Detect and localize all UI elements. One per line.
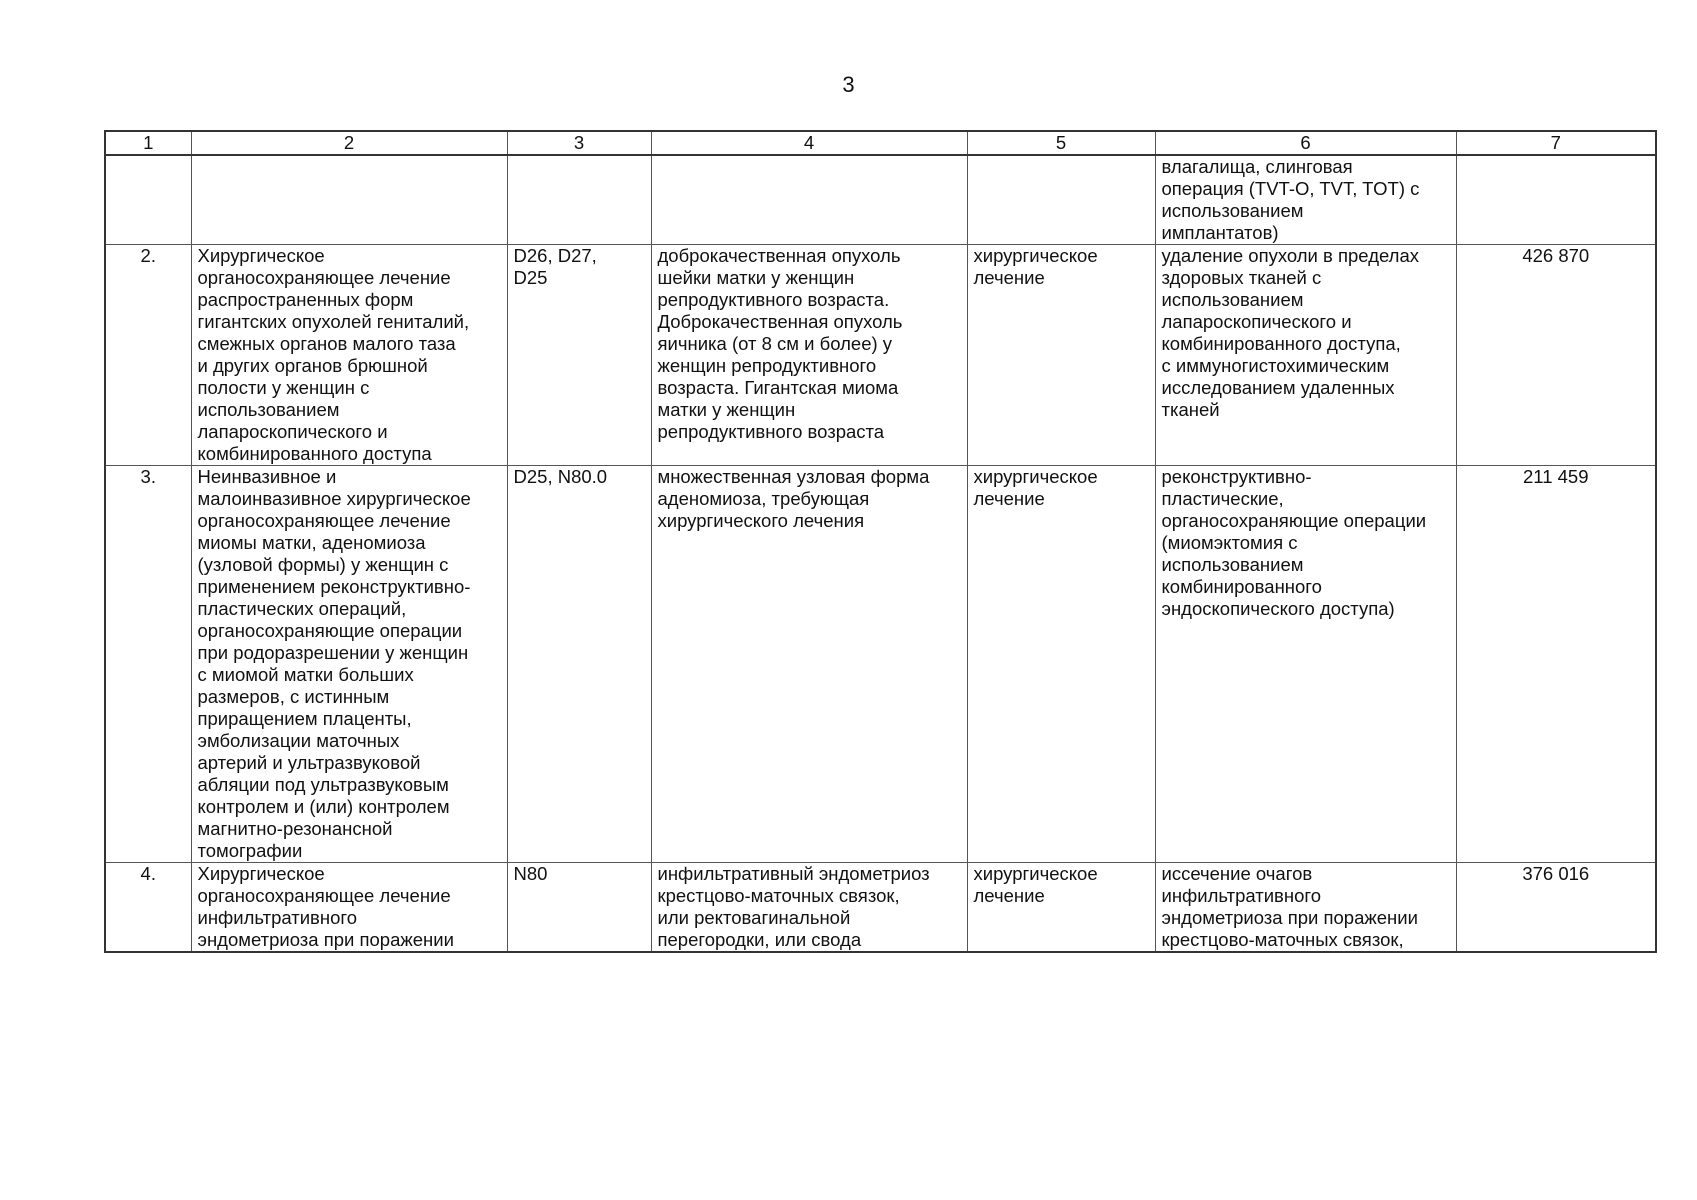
care-type-cell: Неинвазивное и малоинвазивное хирургическое органосохраняющее лечение миомы матки, аденомиоза (узловой формы) у женщин с применением реконструктивно- пластических операций, органосохраняющие операции при родоразрешении у женщин с миомой матки больших размеров, с истинным приращением плаценты, эмболизации маточных артерий и ультразвуковой абляции под ультразвуковым контролем и (или) контролем магнитно-резонансной томографии [191, 466, 507, 863]
icd-codes-cell: D25, N80.0 [507, 466, 651, 863]
column-header-2: 2 [191, 131, 507, 155]
cost-cell: 426 870 [1456, 245, 1656, 466]
column-header-7: 7 [1456, 131, 1656, 155]
care-type-cell: Хирургическое органосохраняющее лечение распространенных форм гигантских опухолей гениталий, смежных органов малого таза и других органов брюшной полости у женщин с использованием лапароскопического и комбинированного доступа [191, 245, 507, 466]
care-type-cell: Хирургическое органосохраняющее лечение инфильтративного эндометриоза при поражении [191, 863, 507, 953]
cost-cell: 211 459 [1456, 466, 1656, 863]
icd-codes-cell: D26, D27, D25 [507, 245, 651, 466]
care-type-cell [191, 155, 507, 245]
icd-codes-cell [507, 155, 651, 245]
row-number-cell [105, 155, 191, 245]
treatment-method-cell: иссечение очагов инфильтративного эндометриоза при поражении крестцово-маточных связок, [1155, 863, 1456, 953]
treatment-type-cell: хирургическое лечение [967, 863, 1155, 953]
table-row [105, 245, 1656, 466]
row-number-cell: 4. [105, 863, 191, 953]
patient-model-cell: множественная узловая форма аденомиоза, требующая хирургического лечения [651, 466, 967, 863]
cost-cell [1456, 155, 1656, 245]
column-header-3: 3 [507, 131, 651, 155]
table-row [105, 155, 1656, 245]
cost-cell: 376 016 [1456, 863, 1656, 953]
table-row [105, 863, 1656, 953]
treatment-type-cell: хирургическое лечение [967, 466, 1155, 863]
row-number-cell: 2. [105, 245, 191, 466]
row-number-cell: 3. [105, 466, 191, 863]
column-header-6: 6 [1155, 131, 1456, 155]
patient-model-cell: инфильтративный эндометриоз крестцово-маточных связок, или ректовагинальной перегородки, или свода [651, 863, 967, 953]
medical-care-table [104, 130, 1657, 953]
table-row [105, 466, 1656, 863]
column-header-1: 1 [105, 131, 191, 155]
patient-model-cell: доброкачественная опухоль шейки матки у женщин репродуктивного возраста. Доброкачественная опухоль яичника (от 8 см и более) у женщин репродуктивного возраста. Гигантская миома матки у женщин репродуктивного возраста [651, 245, 967, 466]
treatment-type-cell: хирургическое лечение [967, 245, 1155, 466]
column-header-5: 5 [967, 131, 1155, 155]
icd-codes-cell: N80 [507, 863, 651, 953]
treatment-type-cell [967, 155, 1155, 245]
treatment-method-cell: влагалища, слинговая операция (TVT-O, TVT, TOT) с использованием имплантатов) [1155, 155, 1456, 245]
column-number-row [105, 131, 1656, 155]
treatment-method-cell: реконструктивно- пластические, органосохраняющие операции (миомэктомия с использованием комбинированного эндоскопического доступа) [1155, 466, 1456, 863]
patient-model-cell [651, 155, 967, 245]
column-header-4: 4 [651, 131, 967, 155]
page-number: 3 [842, 72, 855, 97]
treatment-method-cell: удаление опухоли в пределах здоровых тканей с использованием лапароскопического и комбинированного доступа, с иммуногистохимическим исследованием удаленных тканей [1155, 245, 1456, 466]
